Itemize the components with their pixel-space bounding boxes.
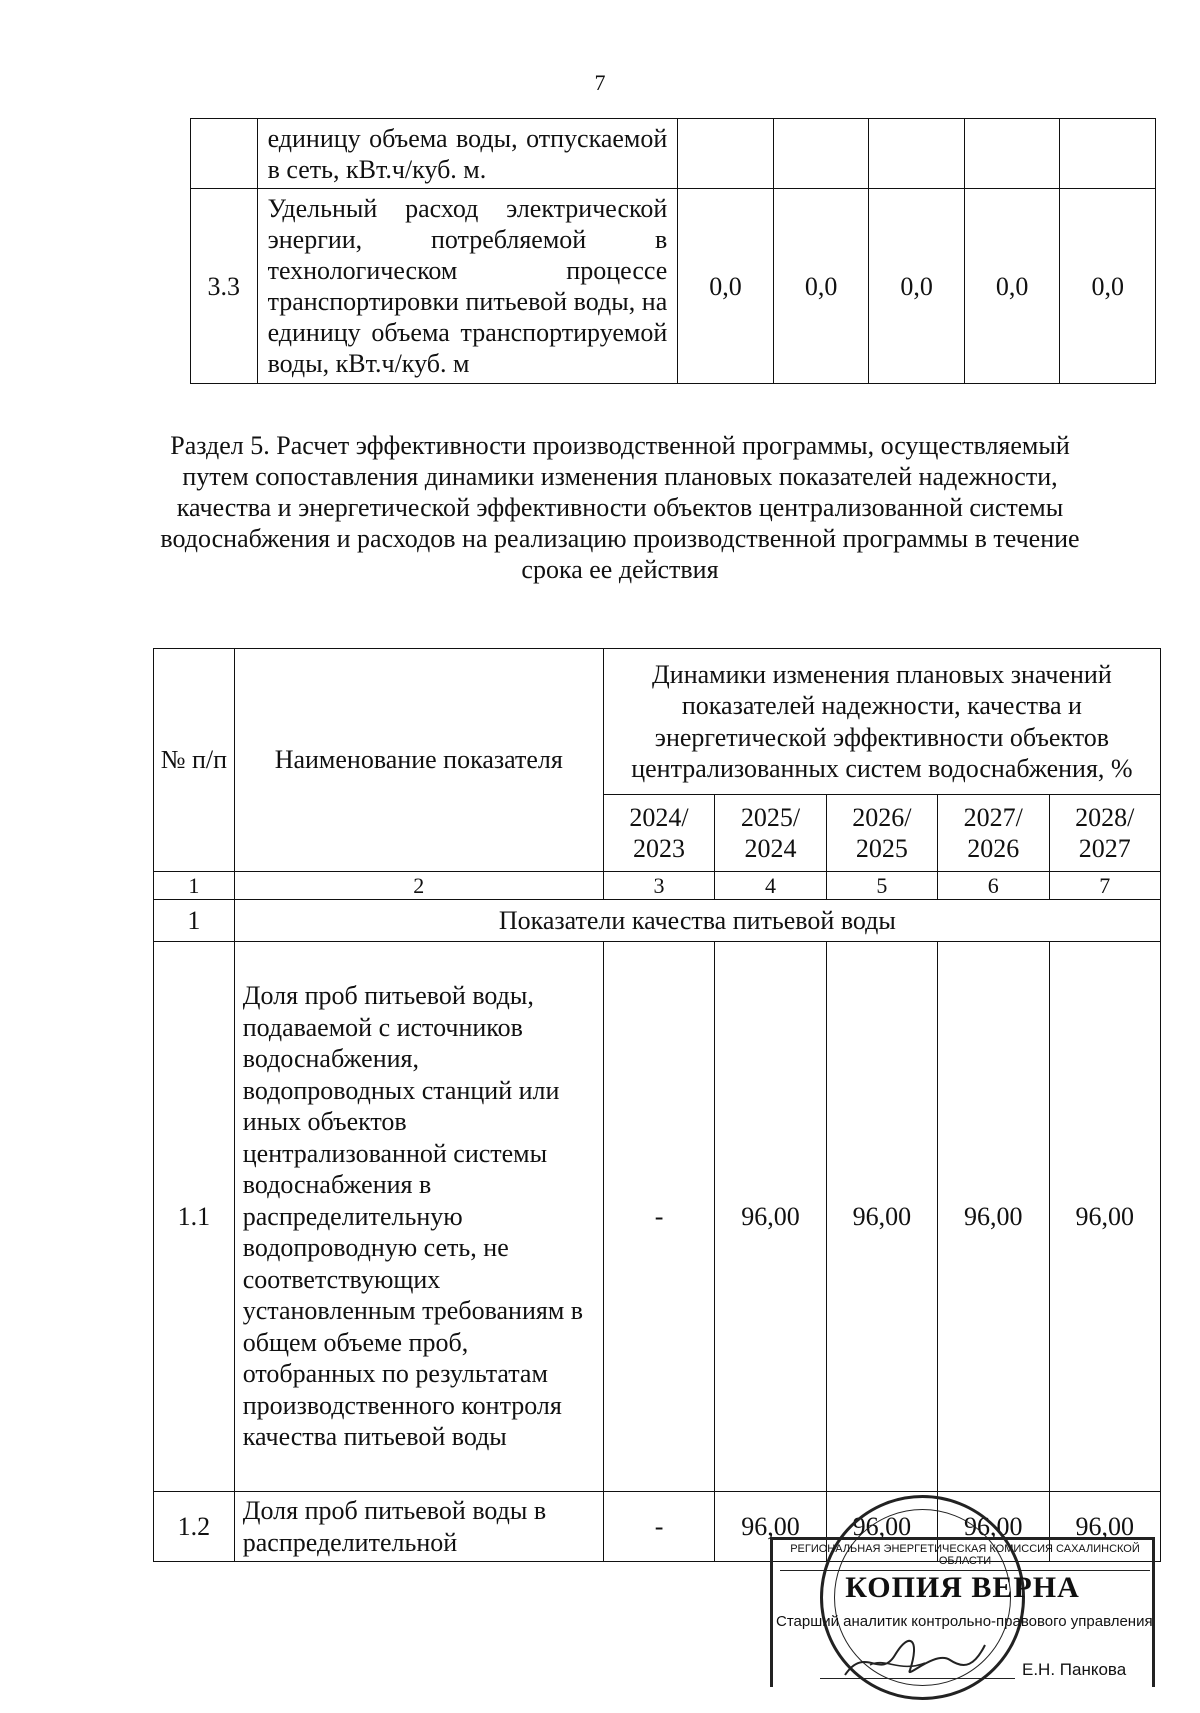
header-year: 2027/ 2026 [938, 795, 1049, 872]
value-cell [869, 119, 965, 189]
header-name: Наименование показателя [234, 649, 603, 872]
value-cell: 0,0 [773, 189, 869, 384]
header-year: 2025/ 2024 [715, 795, 826, 872]
section-heading: Показатели качества питьевой воды [234, 900, 1160, 942]
header-year: 2026/ 2025 [826, 795, 937, 872]
value-cell: 96,00 [826, 942, 937, 1492]
section-row [154, 900, 1161, 942]
column-index: 1 [154, 872, 235, 900]
column-index: 4 [715, 872, 826, 900]
value-cell: 0,0 [1060, 189, 1156, 384]
header-group: Динамики изменения плановых значений показателей надежности, качества и энергетической эффективности объектов централизованных систем водоснабжения, % [603, 649, 1160, 795]
table-row [191, 189, 1156, 384]
header-year: 2024/ 2023 [603, 795, 714, 872]
value-cell: - [603, 942, 714, 1492]
column-index: 2 [234, 872, 603, 900]
table-row [154, 942, 1161, 1492]
column-index: 3 [603, 872, 714, 900]
column-index-row [154, 872, 1161, 900]
indicator-name: Доля проб питьевой воды в распределительной [234, 1492, 603, 1562]
value-cell [1060, 119, 1156, 189]
indicators-table-continued [190, 118, 1156, 384]
indicator-name: единицу объема воды, отпускаемой в сеть, кВт.ч/куб. м. [257, 119, 678, 189]
stamp-copy-label: КОПИЯ ВЕРНА [845, 1571, 1080, 1604]
table-row [191, 119, 1156, 189]
value-cell [678, 119, 774, 189]
table-header-row [154, 649, 1161, 795]
stamp-signer: Е.Н. Панкова [1022, 1660, 1127, 1679]
stamp-organization: РЕГИОНАЛЬНАЯ ЭНЕРГЕТИЧЕСКАЯ КОМИССИЯ САХАЛИНСКОЙ ОБЛАСТИ [780, 1543, 1150, 1571]
indicator-name: Доля проб питьевой воды, подаваемой с источников водоснабжения, водопроводных станций или иных объектов централизованной системы водоснабжения в распределительную водопроводную сеть, не соответствующих установленным требованиям в общем объеме проб, отобранных по результатам производственного контроля качества питьевой воды [234, 942, 603, 1492]
value-cell: 0,0 [964, 189, 1060, 384]
row-number: 1.1 [154, 942, 235, 1492]
value-cell: 96,00 [938, 942, 1049, 1492]
section-number: 1 [154, 900, 235, 942]
value-cell: 0,0 [678, 189, 774, 384]
value-cell: 0,0 [869, 189, 965, 384]
section-title: Раздел 5. Расчет эффективности производственной программы, осуществляемый путем сопоставления динамики изменения плановых показателей надежности, качества и энергетической эффективности объектов централизованной системы водоснабжения и расходов на реализацию производственной программы в течение срока ее действия [160, 431, 1080, 584]
column-index: 6 [938, 872, 1049, 900]
indicator-name: Удельный расход электрической энергии, потребляемой в технологическом процессе транспортировки питьевой воды, на единицу объема транспортируемой воды, кВт.ч/куб. м [257, 189, 678, 384]
column-index: 7 [1049, 872, 1161, 900]
header-year: 2028/ 2027 [1049, 795, 1161, 872]
column-index: 5 [826, 872, 937, 900]
row-number: 3.3 [191, 189, 258, 384]
value-cell: 96,00 [1049, 1492, 1161, 1562]
value-cell: 96,00 [1049, 942, 1161, 1492]
header-num: № п/п [154, 649, 235, 872]
row-number: 1.2 [154, 1492, 235, 1562]
stamp-position: Старший аналитик контрольно-правового управления [776, 1613, 1153, 1630]
value-cell: 96,00 [826, 1492, 937, 1562]
value-cell: 96,00 [938, 1492, 1049, 1562]
value-cell [773, 119, 869, 189]
certification-stamp [770, 1495, 1155, 1700]
page-number: 7 [594, 70, 606, 95]
value-cell: 96,00 [715, 942, 826, 1492]
row-number [191, 119, 258, 189]
value-cell: - [603, 1492, 714, 1562]
value-cell [964, 119, 1060, 189]
value-cell: 96,00 [715, 1492, 826, 1562]
signature-icon [840, 1635, 990, 1685]
efficiency-table [153, 648, 1161, 1562]
